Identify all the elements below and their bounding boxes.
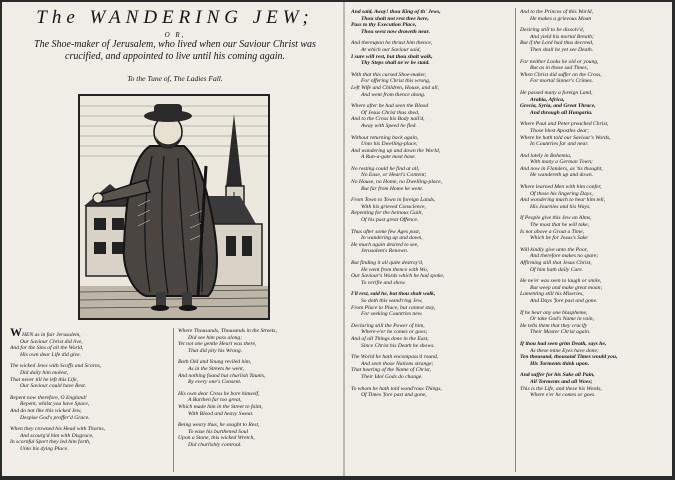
verse-line: He passed many a foreign Land, <box>520 89 593 96</box>
verse-line: All Torments and all Woes; <box>530 378 593 385</box>
verse-line: The World he hath encompass'd round, <box>351 354 439 361</box>
verse-line: If thou had seen grim Death, says he, <box>520 340 607 347</box>
verse-line: His own dear Life did give. <box>20 351 81 358</box>
verse-line: By every one's Consent. <box>188 379 242 386</box>
verse-line: A Burthen far too great, <box>188 397 242 404</box>
verse-line: He went from thence with Wo, <box>361 266 429 273</box>
verse-line: Pass to thy Execution Place, <box>351 22 417 29</box>
verse-line: He makes a grievous Moan <box>530 15 592 22</box>
verse-column-2 <box>178 328 338 474</box>
stanza <box>351 197 511 223</box>
verse-line: Thou seest now draweth near. <box>361 28 430 35</box>
stanza <box>351 72 511 98</box>
verse-line: And lately in Bohemia, <box>520 152 572 159</box>
verse-line: Of those his lingering Days, <box>530 190 593 197</box>
verse-line: And do not like this wicked Jew, <box>10 407 82 414</box>
verse-line <box>10 328 170 339</box>
tune-line: To the Tune of, The Ladies Fall. <box>127 74 223 83</box>
stanza <box>520 184 672 210</box>
verse-line: Arabia, Africa, <box>530 96 565 103</box>
verse-line: As in the Streets he went, <box>188 365 245 372</box>
verse-line: Upon a Stone, this wicked Wretch, <box>178 435 255 442</box>
verse-line: And now in Flanders, as 'tis thought, <box>520 165 603 172</box>
verse-line: Our Saviour could have Rest. <box>20 383 87 390</box>
verse-line: And to the Princes of this World, <box>520 9 593 15</box>
stanza <box>351 166 511 192</box>
stanza <box>351 9 511 35</box>
verse-line: His own dear Cross he bore himself, <box>178 390 260 397</box>
verse-line: Repent, whilst you have Space, <box>20 401 90 408</box>
verse-line: Thus after some few Ages past, <box>351 228 421 235</box>
stanza <box>10 426 170 452</box>
verse-line: Of Jesus Christ thus shed, <box>361 109 420 116</box>
verse-line: But finding it all quite destroy'd, <box>351 260 424 266</box>
verse-line: With that this cursed Shoe-maker, <box>351 71 427 78</box>
stanza <box>520 9 672 22</box>
verse-line: Yet not one gentle Heart was there, <box>178 341 257 348</box>
verse-line: When Christ did suffer on the Cross, <box>520 71 602 78</box>
stanza <box>351 323 511 349</box>
stanza <box>520 153 672 179</box>
column-divider <box>515 8 516 472</box>
verse-line: As these mine Eyes have done; <box>530 347 599 354</box>
stanza <box>520 90 672 116</box>
drop-cap: W <box>10 328 22 339</box>
verse-line: And through all Hungaria. <box>530 109 593 116</box>
stanza <box>351 291 511 317</box>
woodcut-image <box>80 96 268 318</box>
verse-line: And Days 'fore past and gone. <box>530 297 598 304</box>
verse-line: But as in those sad Times, <box>530 65 589 72</box>
verse-line: No House, no Home, no Dwelling-place, <box>351 179 443 186</box>
verse-line: His Torments think upon. <box>530 360 590 367</box>
verse-line: In wandering up and down, <box>361 235 423 242</box>
verse-line: And wandering up and down the World, <box>351 147 441 154</box>
verse-line: And nothing found but churlish Taunts, <box>178 372 266 379</box>
verse-line: And wondering much to hear him tell, <box>520 197 605 204</box>
stanza <box>351 354 511 380</box>
verse-line: In Countries far and near. <box>530 141 589 148</box>
verse-line: With his grieved Conscience, <box>361 203 426 210</box>
verse-line: Those blest Apostles dear; <box>530 127 590 134</box>
verse-line: Away with Speed he fled. <box>361 122 417 129</box>
verse-line: Declaring still the Power of him, <box>351 322 425 329</box>
verse-line: Where e'er he comes or goes. <box>530 392 596 399</box>
woodcut-illustration <box>78 94 270 320</box>
verse-line: And said, Away! thou King of th' Jews, <box>351 9 441 15</box>
verse-line: The wicked Jews with Scoffs and Scorns, <box>10 363 102 370</box>
verse-line: Their Idol Gods do change. <box>361 373 423 380</box>
stanza <box>351 40 511 66</box>
verse-line: That never till he left this Life, <box>10 376 78 383</box>
verse-line: To verifie and show. <box>361 279 406 286</box>
verse-line: Which he for Jesus's Sake <box>530 235 588 242</box>
verse-line: He tells them that they crucify <box>520 322 588 329</box>
verse-line: Our Saviour Christ did live, <box>20 338 83 345</box>
verse-line: So doth this wand'ring Jew, <box>361 297 423 304</box>
verse-line: Then shall he yet see Death. <box>530 46 594 53</box>
verse-line: For mortal Sinner's Crimes. <box>530 78 594 85</box>
verse-line: From Place to Place, but cannot stay, <box>351 304 436 311</box>
verse-line: Despise God's proffer'd Grace. <box>20 414 90 421</box>
column-divider <box>173 328 174 472</box>
verse-line: If he hear any one blaspheme, <box>520 309 588 316</box>
stanza <box>351 386 511 399</box>
verse-line: Where he hath told our Saviour's Words, <box>520 134 611 141</box>
verse-line-text: HEN as in fair Jerusalem, <box>22 332 81 338</box>
stanza <box>520 247 672 273</box>
verse-line: Did daily him molest, <box>20 369 69 376</box>
verse-line: No Ease, or Heart's Content; <box>361 172 427 179</box>
verse-line: I sure will rest, but thou shalt walk, <box>351 53 433 60</box>
verse-line: No resting could he find at all, <box>351 165 420 172</box>
verse-line: Where Thousands, Thousands in the Streets, <box>178 328 277 334</box>
verse-line: Repent now therefore, O England! <box>10 394 87 401</box>
verse-line: Grecia, Syria, and Great Thrace, <box>520 103 596 110</box>
verse-line: Jerusalem's Renown. <box>361 248 409 255</box>
verse-line: Or take God's Name in vain, <box>530 316 594 323</box>
stanza <box>10 363 170 389</box>
verse-line: And thereupon he thrust him thence, <box>351 40 433 47</box>
verse-line: That did pity his Wrong. <box>188 347 243 354</box>
stanza <box>520 121 672 147</box>
verse-line: Left Wife and Children, House, and all, <box>351 84 439 91</box>
verse-line: And to the Cross his Body nail'd, <box>351 116 425 123</box>
verse-column-1 <box>10 328 170 474</box>
stanza <box>351 135 511 161</box>
verse-line: Where Paul and Peter preached Christ, <box>520 121 609 128</box>
verse-line: He much again desired to see, <box>351 241 419 248</box>
verse-line: Ten thousand, thousand Times would you, <box>520 354 618 361</box>
verse-line: Our Saviour's Words which he had spoke, <box>351 273 445 280</box>
verse-line: Did churlishly controul. <box>188 441 242 448</box>
stanza <box>10 328 170 358</box>
verse-line: And went from thence along. <box>361 91 426 98</box>
verse-line: And seen those Nations strange; <box>361 360 434 367</box>
verse-line: But weep and make great moan; <box>530 284 603 291</box>
verse-line: Unto his dying Place. <box>20 445 69 452</box>
broadside-subtitle <box>8 39 342 63</box>
broadside-or: O R, <box>164 31 186 39</box>
verse-line: Is not above a Groat a Time, <box>520 228 584 235</box>
verse-line: With Blood and heavy Sweat. <box>188 410 254 417</box>
verse-line: Affirming still that Jesus Christ, <box>520 260 592 266</box>
verse-line: Unto his Dwelling-place; <box>361 141 418 148</box>
broadside-title: The WANDERING JEW; <box>36 7 314 28</box>
stanza <box>520 278 672 304</box>
stanza <box>178 328 338 354</box>
verse-line: He wandereth up and down. <box>530 172 594 179</box>
verse-line: For offering Christ this wrong, <box>361 78 431 85</box>
verse-line: For neither Looks he old or young, <box>520 58 599 65</box>
verse-line: Their Master Christ again. <box>530 329 591 336</box>
verse-line: In scornful Sport they led him forth, <box>10 439 91 446</box>
stanza <box>351 260 511 286</box>
verse-line: To ease his burthened Soul <box>188 428 249 435</box>
verse-line: And of all Things done in the East, <box>351 335 429 342</box>
verse-line: Where after he had seen the Blood <box>351 103 429 110</box>
stanza <box>520 372 672 398</box>
stanza <box>178 391 338 417</box>
verse-line: Since Christ his Death he shows. <box>361 342 435 349</box>
stanza <box>178 359 338 385</box>
verse-line: Without returning back again, <box>351 134 419 141</box>
stanza <box>10 395 170 421</box>
verse-line: This is the Life, and these his Words, <box>520 385 602 392</box>
verse-line: Where learned Men with him confer, <box>520 184 602 191</box>
verse-line: Desiring still to be dissolv'd, <box>520 27 585 34</box>
verse-line: Where-e'er he comes or goes; <box>361 329 428 336</box>
verse-line: Thou shalt not rest thee here, <box>361 15 429 22</box>
verse-line: For seeking Countries new. <box>361 311 423 318</box>
verse-line: I'll rest, said he, but thou shalt walk, <box>351 291 436 298</box>
verse-line: From Town to Town in foreign Lands, <box>351 197 436 204</box>
stanza <box>351 103 511 129</box>
verse-line: When they crowned his Head with Thorns, <box>10 426 106 433</box>
verse-line: And therefore makes no spare; <box>530 253 599 260</box>
subtitle-line: crucified, and appointed to live until his coming again. <box>65 51 285 62</box>
stanza <box>520 27 672 53</box>
verse-line: And for the Sins of all the World, <box>10 345 84 352</box>
stanza <box>178 422 338 448</box>
verse-line: To whom he hath told wond'rous Things, <box>351 385 442 392</box>
verse-line: And yield his mortal Breath; <box>530 33 594 40</box>
verse-line: That hearing of the Name of Christ, <box>351 367 432 374</box>
verse-line: If People give this Jew an Alms, <box>520 215 592 222</box>
verse-line: Repenting for the heinous Guilt, <box>351 210 423 217</box>
stanza <box>520 310 672 336</box>
center-fold <box>343 2 345 476</box>
verse-line: Being weary thus, he sought to Rest, <box>178 422 260 429</box>
verse-line: He ne'er was seen to laugh or smile, <box>520 278 602 285</box>
verse-line: A Run-a-gate most base. <box>361 154 416 161</box>
stanza <box>520 341 672 367</box>
verse-line: Of Times 'fore past and gone, <box>361 392 427 399</box>
verse-line: Which made him in the Street to faint, <box>178 403 263 410</box>
verse-line: Of him hath daily Care. <box>530 266 584 273</box>
verse-line: Lamenting still his Miseries, <box>520 291 584 298</box>
stanza <box>520 59 672 85</box>
verse-line: Did see him pass along; <box>188 334 243 341</box>
verse-line: But if the Lord had thus decreed, <box>520 40 594 47</box>
verse-line: Of his past great Offence. <box>361 217 419 224</box>
verse-line: Both Old and Young reviled him, <box>178 359 252 366</box>
broadside-sheet <box>2 2 672 476</box>
verse-line: The most that he will take, <box>530 222 590 229</box>
subtitle-line: The Shoe-maker of Jerusalem, who lived when our Saviour Christ was <box>34 39 316 50</box>
stanza <box>351 229 511 255</box>
verse-line: Will kindly give unto the Poor, <box>520 246 588 253</box>
verse-line: Thy Steps shall ne'er be staid. <box>361 60 430 67</box>
verse-line: And scourg'd him with Disgrace, <box>20 432 94 439</box>
verse-line: But far from Home he went. <box>361 185 424 192</box>
verse-column-3 <box>351 9 511 473</box>
verse-line: And suffer for his Sake all Pain, <box>520 372 595 379</box>
verse-column-4 <box>520 9 672 473</box>
verse-line: At which our Saviour said, <box>361 46 421 53</box>
verse-line: With many a German Town; <box>530 159 593 166</box>
verse-line: His Journies and his Ways. <box>530 203 591 210</box>
stanza <box>520 215 672 241</box>
